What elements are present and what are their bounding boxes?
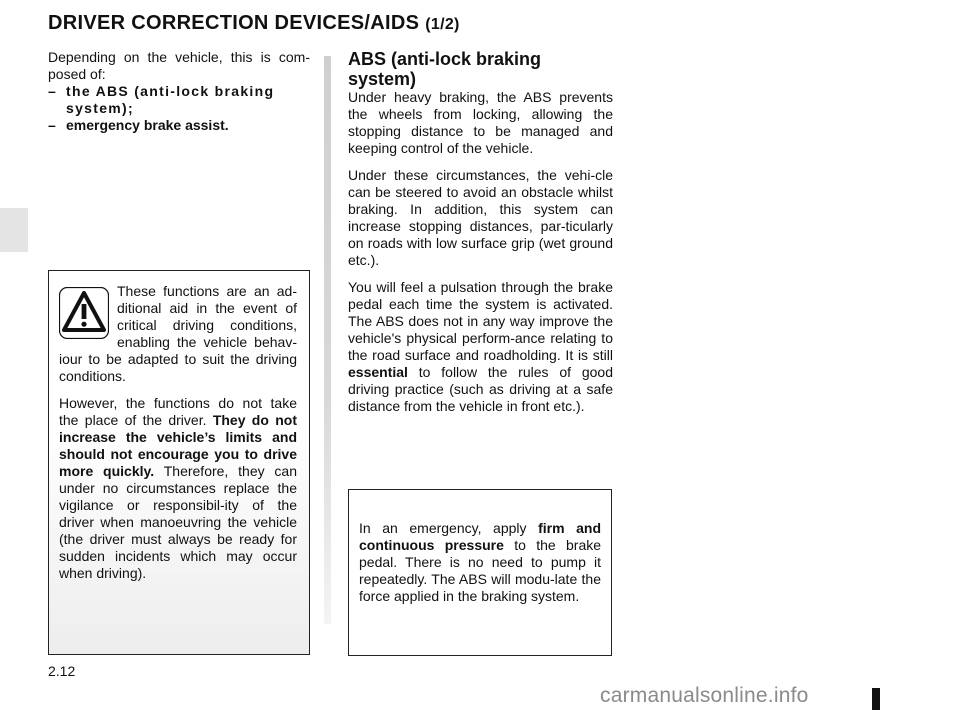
abs-paragraph: Under these circumstances, the vehi-cle can be steered to avoid an obstacle whilst braking. In addition, this system can increase stopping distances, par-ticularly on roads with low surface grip (wet ground etc.). (348, 167, 613, 268)
info-paragraph (359, 520, 601, 605)
abs-heading: ABS (anti-lock braking system) (348, 49, 542, 89)
intro-section (48, 49, 310, 134)
abs-text: to follow the rules of good driving practice (such as driving at a safe distance from the vehicle in front etc.). (348, 364, 613, 414)
site-watermark: carmanualsonline.info (600, 684, 809, 707)
list-item: – emergency brake assist. (48, 117, 310, 134)
warning-content (59, 283, 297, 592)
warning-paragraph (59, 395, 297, 582)
abs-text: You will feel a pulsation through the brake pedal each time the system is activated. The ABS does not in any way improve the vehicle's physical perform-ance relating to the road surface and roadholding. It is still (348, 279, 613, 363)
page-number: 2.12 (48, 663, 76, 679)
page-title-text: DRIVER CORRECTION DEVICES/AIDS (48, 12, 420, 34)
info-text: to the brake pedal. There is no need to pump it repeatedly. The ABS will modu-late the force applied in the braking system. (359, 537, 602, 604)
page-part-indicator: (1/2) (425, 16, 460, 33)
intro-list (48, 83, 310, 134)
info-emphasis: firm and continuous pressure (359, 520, 602, 553)
column-divider (324, 56, 331, 624)
warning-triangle-icon (59, 287, 109, 339)
list-item: – the ABS (anti-lock braking system); (48, 83, 310, 117)
abs-paragraph: Under heavy braking, the ABS prevents the wheels from locking, allowing the stopping distance to be managed and keeping control of the vehicle. (348, 89, 613, 156)
warning-text: Therefore, they can under no circumstances replace the vigilance or responsibil-ity of the driver when manoeuvring the vehicle (the driver must always be ready for sudden incidents which may occur when driving). (59, 463, 298, 581)
warning-paragraph: These functions are an ad-ditional aid in the event of critical driving conditions, enabling the vehicle behav-iour to be adapted to suit the driving conditions. (59, 283, 297, 384)
info-box (348, 489, 612, 656)
info-text: In an emergency, apply (359, 520, 527, 536)
abs-paragraph (348, 279, 613, 415)
chapter-tab (0, 208, 28, 252)
abs-emphasis: essential (348, 364, 408, 380)
warning-emphasis: They do not increase the vehicle’s limits and should not encourage you to drive more quickly. (59, 412, 297, 479)
abs-section (348, 49, 613, 425)
page-title (48, 12, 460, 35)
intro-lead: Depending on the vehicle, this is com-posed of: (48, 49, 310, 82)
corner-mark (872, 688, 880, 710)
warning-text: However, the functions do not take the place of the driver. (59, 395, 297, 428)
warning-box (48, 270, 310, 655)
